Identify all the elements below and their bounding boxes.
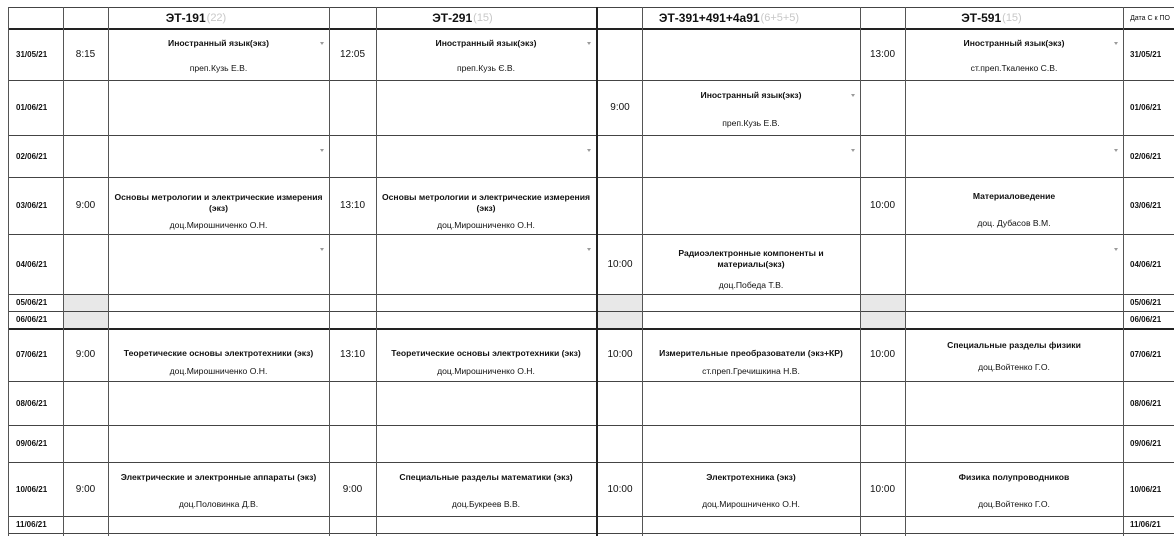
row-date[interactable]: 11/06/21	[16, 520, 47, 529]
exam-time[interactable]	[63, 135, 108, 177]
exam-time[interactable]	[860, 234, 905, 294]
exam-time[interactable]	[329, 234, 376, 294]
grid-line-v	[108, 7, 109, 536]
row-date-right[interactable]: 31/05/21	[1130, 49, 1162, 59]
grid-line-v	[1123, 7, 1124, 536]
exam-time[interactable]	[598, 381, 642, 425]
chevron-down-icon[interactable]	[320, 42, 324, 45]
exam-time[interactable]: 9:00	[75, 483, 96, 495]
exam-subject[interactable]: Измерительные преобразователи (экз+КР)	[659, 348, 843, 358]
group-header[interactable]	[329, 8, 596, 28]
grid-line-v	[63, 7, 64, 536]
exam-teacher[interactable]: доц.Мирошниченко О.Н.	[169, 366, 268, 376]
exam-time[interactable]	[860, 80, 905, 135]
exam-subject[interactable]: Физика полупроводников	[958, 472, 1070, 482]
exam-time[interactable]: 9:00	[75, 349, 96, 360]
exam-time[interactable]	[63, 234, 108, 294]
exam-time[interactable]: 10:00	[607, 349, 633, 360]
exam-time[interactable]	[63, 381, 108, 425]
exam-time[interactable]	[329, 135, 376, 177]
exam-time[interactable]	[63, 516, 108, 533]
grid-line-h	[8, 28, 1174, 30]
row-date[interactable]: 08/06/21	[16, 398, 48, 408]
group-student-count: (6+5+5)	[760, 12, 800, 24]
exam-time[interactable]	[63, 425, 108, 462]
exam-time[interactable]: 10:00	[869, 200, 896, 211]
row-date-right[interactable]: 05/06/21	[1130, 298, 1162, 307]
chevron-down-icon[interactable]	[587, 42, 591, 45]
exam-time[interactable]	[860, 516, 905, 533]
exam-teacher[interactable]: доц.Букреев В.В.	[451, 499, 521, 509]
chevron-down-icon[interactable]	[320, 248, 324, 251]
exam-time[interactable]	[329, 80, 376, 135]
exam-time[interactable]	[329, 294, 376, 311]
exam-time[interactable]	[598, 311, 642, 328]
exam-subject[interactable]: Иностранный язык(экз)	[168, 38, 269, 48]
grid-line-v	[376, 7, 377, 536]
exam-time[interactable]: 9:00	[342, 483, 363, 495]
exam-time[interactable]: 13:10	[339, 200, 366, 211]
exam-teacher[interactable]: преп.Кузь Е.В.	[189, 63, 248, 73]
exam-teacher[interactable]: доц.Мирошниченко О.Н.	[437, 220, 535, 230]
exam-teacher[interactable]: доц. Дубасов В.М.	[977, 218, 1051, 228]
row-date-right[interactable]: 04/06/21	[1130, 259, 1162, 269]
group-header[interactable]	[860, 8, 1123, 28]
row-date[interactable]: 04/06/21	[16, 259, 48, 269]
exam-time[interactable]	[860, 425, 905, 462]
exam-time[interactable]: 9:00	[75, 200, 96, 211]
chevron-down-icon[interactable]	[1114, 248, 1118, 251]
exam-subject[interactable]: Иностранный язык(экз)	[700, 90, 802, 100]
grid-line-v	[905, 7, 906, 536]
exam-teacher[interactable]: доц.Войтенко Г.О.	[978, 499, 1050, 509]
grid-line-v	[596, 7, 598, 536]
exam-time[interactable]: 10:00	[607, 258, 633, 270]
row-date-right[interactable]: 08/06/21	[1130, 398, 1162, 408]
group-student-count: (22)	[206, 12, 227, 24]
row-date[interactable]: 06/06/21	[16, 315, 48, 324]
exam-teacher[interactable]: доц.Победа Т.В.	[718, 280, 784, 290]
date-column-header: Дата С к ПО	[1130, 15, 1170, 22]
exam-teacher[interactable]: ст.преп.Гречишкина Н.В.	[702, 366, 800, 376]
grid-line-h	[8, 516, 1174, 517]
row-date-right[interactable]: 11/06/21	[1130, 520, 1161, 529]
row-date[interactable]: 02/06/21	[16, 151, 48, 161]
exam-time[interactable]	[329, 425, 376, 462]
chevron-down-icon[interactable]	[1114, 42, 1118, 45]
exam-subject[interactable]: Теоретические основы электротехники (экз)	[123, 348, 314, 358]
chevron-down-icon[interactable]	[851, 94, 855, 97]
exam-subject[interactable]: Электротехника (экз)	[706, 472, 796, 482]
group-header[interactable]	[598, 8, 860, 28]
row-date-right[interactable]: 09/06/21	[1130, 439, 1162, 448]
exam-teacher[interactable]: преп.Кузь Е.В.	[722, 118, 780, 128]
row-date-right[interactable]: 06/06/21	[1130, 315, 1162, 324]
exam-teacher[interactable]: доц.Мирошниченко О.Н.	[437, 366, 535, 376]
grid-line-h	[8, 7, 1174, 8]
exam-time[interactable]: 10:00	[869, 483, 896, 495]
grid-line-h	[8, 311, 1174, 312]
group-header[interactable]	[63, 8, 329, 28]
exam-time[interactable]: 9:00	[610, 102, 630, 113]
exam-subject[interactable]: Электрические и электронные аппараты (экз)	[120, 472, 317, 482]
row-date[interactable]: 05/06/21	[16, 298, 48, 307]
grid-line-h	[8, 177, 1174, 178]
exam-time[interactable]	[598, 135, 642, 177]
group-name: ЭТ-391+491+4а91	[658, 11, 760, 25]
exam-time[interactable]	[329, 516, 376, 533]
exam-time[interactable]	[860, 381, 905, 425]
group-name: ЭТ-191	[165, 11, 206, 25]
grid-line-h	[8, 234, 1174, 235]
group-student-count: (15)	[473, 12, 493, 24]
exam-time[interactable]: 13:00	[869, 48, 896, 60]
exam-time[interactable]: 10:00	[607, 483, 633, 495]
exam-time[interactable]: 13:10	[339, 349, 366, 360]
exam-subject[interactable]: Специальные разделы физики	[947, 340, 1081, 350]
exam-subject[interactable]: Материаловедение	[972, 191, 1056, 201]
grid-line-h	[8, 135, 1174, 136]
exam-time[interactable]	[860, 135, 905, 177]
group-name: ЭТ-291	[432, 11, 473, 25]
grid-line-h	[8, 462, 1174, 463]
grid-line-h	[8, 80, 1174, 81]
exam-time[interactable]	[598, 28, 642, 80]
chevron-down-icon[interactable]	[320, 149, 324, 152]
exam-time[interactable]	[63, 311, 108, 328]
grid-line-h	[8, 425, 1174, 426]
exam-time[interactable]	[329, 381, 376, 425]
exam-time[interactable]	[329, 311, 376, 328]
exam-time[interactable]	[598, 294, 642, 311]
exam-time[interactable]	[860, 294, 905, 311]
exam-subject[interactable]: Основы метрологии и электрические измерения (экз)	[114, 192, 323, 213]
exam-time[interactable]: 12:05	[339, 48, 366, 60]
exam-subject[interactable]: Теоретические основы электротехники (экз)	[391, 348, 581, 358]
exam-teacher[interactable]: доц.Войтенко Г.О.	[978, 362, 1050, 372]
chevron-down-icon[interactable]	[587, 248, 591, 251]
group-student-count: (15)	[1002, 12, 1022, 24]
exam-subject[interactable]: Иностранный язык(экз)	[435, 38, 537, 48]
exam-subject[interactable]: Основы метрологии и электрические измерения (экз)	[381, 192, 591, 213]
chevron-down-icon[interactable]	[851, 149, 855, 152]
chevron-down-icon[interactable]	[587, 149, 591, 152]
exam-time[interactable]: 8:15	[75, 48, 96, 60]
exam-time[interactable]	[598, 516, 642, 533]
grid-line-v	[642, 7, 643, 536]
exam-time[interactable]	[63, 80, 108, 135]
row-date-right[interactable]: 10/06/21	[1130, 484, 1162, 494]
grid-line-v	[329, 7, 330, 536]
exam-time[interactable]	[860, 311, 905, 328]
row-date[interactable]: 31/05/21	[16, 49, 48, 59]
exam-teacher[interactable]: ст.преп.Ткаленко С.В.	[970, 63, 1058, 73]
row-date[interactable]: 09/06/21	[16, 439, 48, 448]
row-date-right[interactable]: 01/06/21	[1130, 103, 1162, 112]
row-date-right[interactable]: 07/06/21	[1130, 350, 1162, 359]
grid-line-h	[8, 328, 1174, 330]
grid-line-v	[860, 7, 861, 536]
chevron-down-icon[interactable]	[1114, 149, 1118, 152]
exam-time[interactable]	[63, 294, 108, 311]
exam-teacher[interactable]: доц.Половинка Д.В.	[178, 499, 259, 509]
exam-teacher[interactable]: доц.Мирошниченко О.Н.	[169, 220, 268, 230]
grid-line-v	[8, 7, 9, 536]
grid-line-h	[8, 533, 1174, 534]
exam-subject[interactable]: Иностранный язык(экз)	[963, 38, 1065, 48]
row-date[interactable]: 10/06/21	[16, 484, 48, 494]
exam-subject[interactable]: Радиоэлектронные компоненты и материалы(экз)	[678, 248, 824, 269]
row-date-right[interactable]: 03/06/21	[1130, 201, 1162, 210]
exam-teacher[interactable]: преп.Кузь Є.В.	[456, 63, 516, 73]
exam-time[interactable]: 10:00	[869, 349, 896, 360]
exam-subject[interactable]: Специальные разделы математики (экз)	[399, 472, 573, 482]
row-date[interactable]: 07/06/21	[16, 350, 48, 359]
group-name: ЭТ-591	[961, 11, 1002, 25]
grid-line-h	[8, 294, 1174, 295]
exam-time[interactable]	[598, 425, 642, 462]
row-date-right[interactable]: 02/06/21	[1130, 151, 1162, 161]
row-date[interactable]: 03/06/21	[16, 201, 48, 210]
row-date[interactable]: 01/06/21	[16, 103, 48, 112]
grid-line-h	[8, 381, 1174, 382]
exam-time[interactable]	[598, 177, 642, 234]
exam-teacher[interactable]: доц.Мирошниченко О.Н.	[702, 499, 800, 509]
